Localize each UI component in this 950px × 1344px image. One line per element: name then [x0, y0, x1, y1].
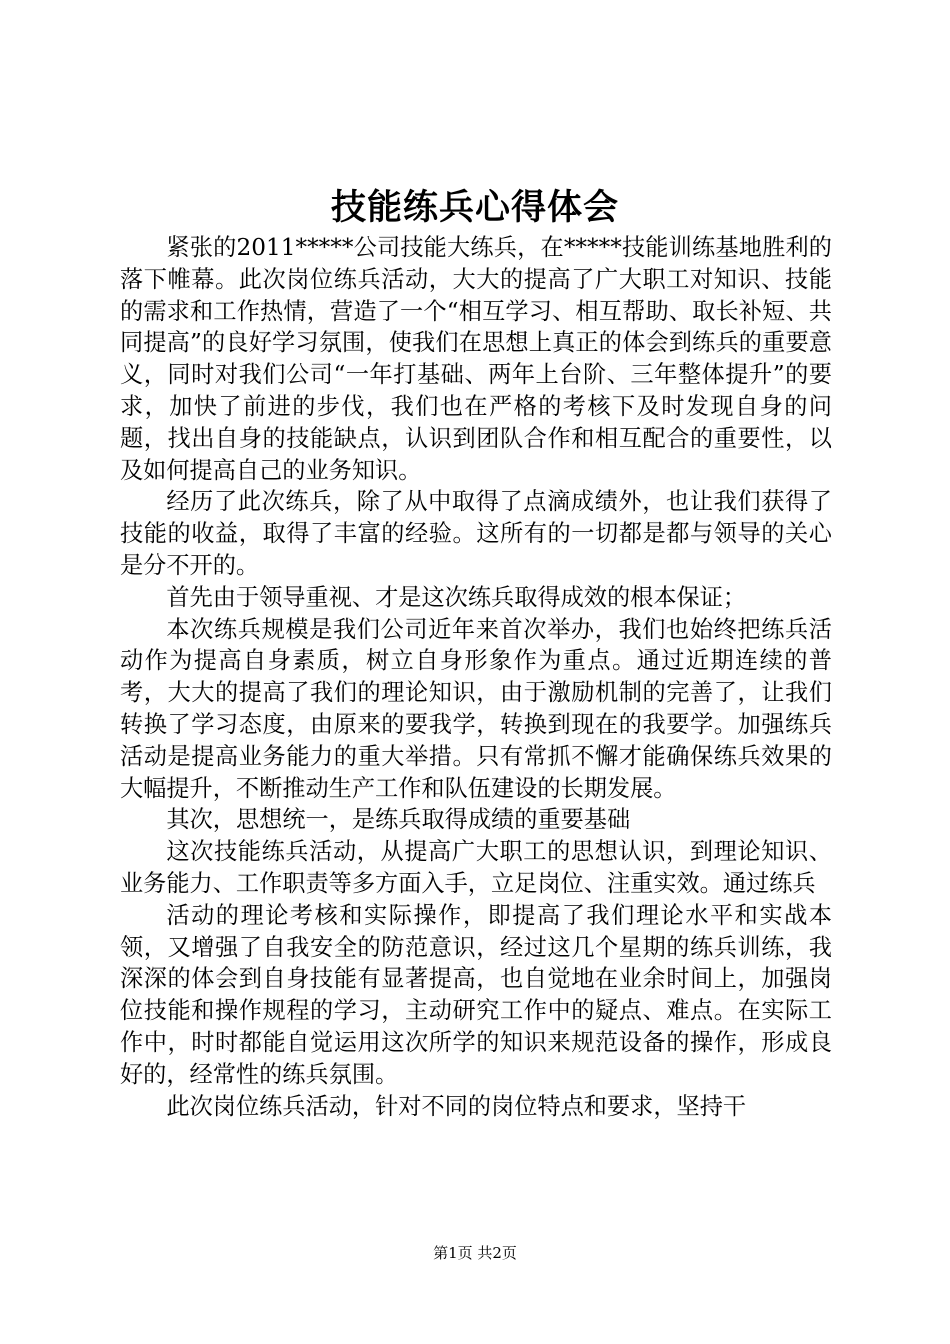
- paragraph: 这次技能练兵活动，从提高广大职工的思想认识，到理论知识、业务能力、工作职责等多方面入手，立足岗位、注重实效。通过练兵: [120, 838, 832, 897]
- paragraph: 本次练兵规模是我们公司近年来首次举办，我们也始终把练兵活动作为提高自身素质，树立自身形象作为重点。通过近期连续的普考，大大的提高了我们的理论知识，由于激励机制的完善了，让我们转换了学习态度，由原来的要我学，转换到现在的我要学。加强练兵活动是提高业务能力的重大举措。只有常抓不懈才能确保练兵效果的大幅提升，不断推动生产工作和队伍建设的长期发展。: [120, 615, 832, 802]
- paragraph: 首先由于领导重视、才是这次练兵取得成效的根本保证；: [166, 583, 747, 611]
- page-number-footer: 第1页 共2页: [433, 1244, 517, 1262]
- paragraph: 经历了此次练兵，除了从中取得了点滴成绩外，也让我们获得了技能的收益，取得了丰富的经验。这所有的一切都是都与领导的关心是分不开的。: [120, 488, 832, 579]
- paragraph: 此次岗位练兵活动，针对不同的岗位特点和要求，坚持干: [166, 1092, 747, 1120]
- document-body: [120, 232, 832, 1122]
- paragraph: 紧张的2011*****公司技能大练兵，在*****技能训练基地胜利的落下帷幕。此次岗位练兵活动，大大的提高了广大职工对知识、技能的需求和工作热情，营造了一个“相互学习、相互帮助、取长补短、共同提高”的良好学习氛围，使我们在思想上真正的体会到练兵的重要意义，同时对我们公司“一年打基础、两年上台阶、三年整体提升”的要求，加快了前进的步伐，我们也在严格的考核下及时发现自身的问题，找出自身的技能缺点，认识到团队合作和相互配合的重要性，以及如何提高自己的业务知识。: [120, 234, 832, 484]
- paragraph: 活动的理论考核和实际操作，即提高了我们理论水平和实战本领，又增强了自我安全的防范意识，经过这几个星期的练兵训练，我深深的体会到自身技能有显著提高，也自觉地在业余时间上，加强岗位技能和操作规程的学习，主动研究工作中的疑点、难点。在实际工作中，时时都能自觉运用这次所学的知识来规范设备的操作，形成良好的，经常性的练兵氛围。: [120, 901, 832, 1088]
- document-title: 技能练兵心得体会: [330, 188, 619, 228]
- paragraph: 其次，思想统一，是练兵取得成绩的重要基础: [166, 806, 631, 834]
